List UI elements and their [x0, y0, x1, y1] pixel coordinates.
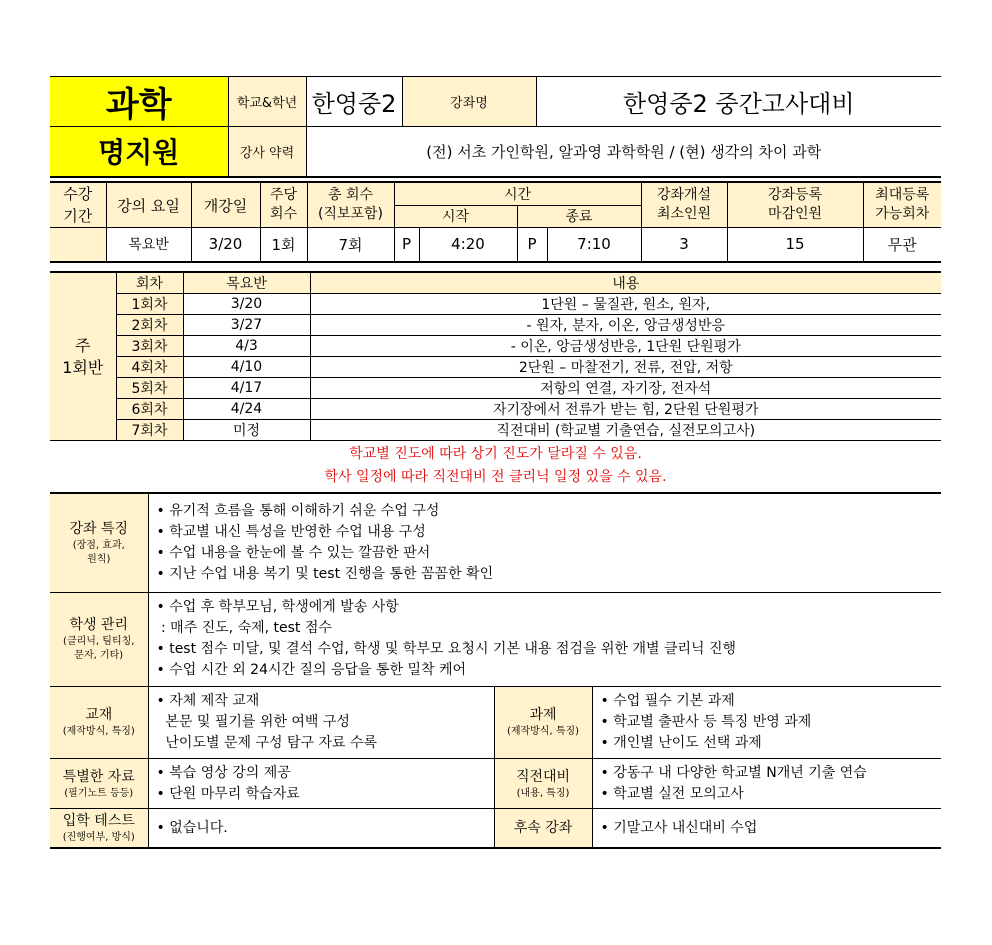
- session-header: 회차: [116, 272, 183, 294]
- day-header: 강의 요일: [106, 182, 191, 228]
- total-header: [307, 182, 394, 228]
- lecture-features-content: [148, 493, 941, 593]
- teacher-name: 명지원: [50, 127, 228, 177]
- start-date-value: 3/20: [191, 228, 260, 262]
- homework-sub: (제작방식, 특징): [506, 726, 580, 738]
- list-item: 난이도별 문제 구성 탐구 자료 수록: [156, 734, 377, 751]
- school-label: 학교&학년: [228, 77, 306, 127]
- list-item: • test 점수 미달, 및 결석 수업, 학생 및 학부모 요청시 기본 내용 점검을 위한 개별 클리닉 진행: [156, 641, 737, 658]
- special-material-label: [50, 758, 148, 808]
- list-item: • 강동구 내 다양한 학교별 N개년 기출 연습: [600, 764, 867, 781]
- date-cell: 4/3: [183, 336, 310, 357]
- period-side-label-2: 기간: [63, 207, 93, 225]
- student-management-title: 학생 관리: [69, 617, 129, 634]
- start-ampm: P: [394, 228, 419, 262]
- list-item: • 학교별 내신 특성을 반영한 수업 내용 구성: [156, 524, 426, 541]
- deadline-header-2: 마감인원: [767, 206, 823, 222]
- subject-title: 과학: [50, 77, 228, 127]
- period-side-label-1: 수강: [63, 185, 93, 203]
- weekly-header-1: 주당: [269, 187, 298, 203]
- session-cell: 1회차: [116, 294, 183, 315]
- max-header-1: 최대등록: [875, 187, 930, 203]
- course-period-table: [50, 181, 941, 263]
- list-item: • 개인별 난이도 선택 과제: [600, 734, 762, 751]
- total-header-2: (직보포함): [317, 206, 384, 222]
- list-item: : 매주 진도, 숙제, test 점수: [156, 620, 332, 637]
- list-item: • 수업 시간 외 24시간 질의 응답을 통한 밀착 케어: [156, 662, 467, 679]
- final-prep-content: [592, 758, 941, 808]
- list-item: • 복습 영상 강의 제공: [156, 764, 291, 781]
- period-side-label: [50, 182, 106, 228]
- session-cell: 3회차: [116, 336, 183, 357]
- textbook-title: 교재: [85, 707, 113, 724]
- special-material-content: [148, 758, 494, 808]
- period-side-spacer: [50, 228, 106, 262]
- total-value: 7회: [307, 228, 394, 262]
- content-cell: 직전대비 (학교별 기출연습, 실전모의고사): [310, 420, 941, 441]
- schedule-note-2: 학사 일정에 따라 직전대비 전 클리닉 일정 있을 수 있음.: [324, 469, 667, 485]
- content-cell: 자기장에서 전류가 받는 힘, 2단원 단원평가: [310, 399, 941, 420]
- special-material-title: 특별한 자료: [62, 768, 135, 785]
- max-header-2: 가능회차: [875, 206, 930, 222]
- deadline-header: [727, 182, 863, 228]
- end-ampm: P: [517, 228, 547, 262]
- final-prep-label: [494, 758, 592, 808]
- list-item: • 수업 내용을 한눈에 볼 수 있는 깔끔한 판서: [156, 545, 431, 562]
- content-cell: - 이온, 앙금생성반응, 1단원 단원평가: [310, 336, 941, 357]
- date-cell: 4/10: [183, 357, 310, 378]
- lecture-features-label: [50, 493, 148, 593]
- date-cell: 3/20: [183, 294, 310, 315]
- date-cell: 미정: [183, 420, 310, 441]
- student-management-sub-1: (클리닉, 팀티칭,: [63, 636, 135, 648]
- list-item: • 학교별 실전 모의고사: [600, 785, 744, 802]
- date-header: 목요반: [183, 272, 310, 294]
- course-value: 한영중2 중간고사대비: [536, 77, 941, 127]
- session-cell: 7회차: [116, 420, 183, 441]
- textbook-content: [148, 686, 494, 758]
- course-label: 강좌명: [402, 77, 536, 127]
- career-label: 강사 약력: [228, 127, 306, 177]
- time-end-header: 종료: [517, 205, 641, 227]
- session-cell: 5회차: [116, 378, 183, 399]
- table-row: [50, 357, 941, 378]
- followup-course-label: [494, 809, 592, 848]
- special-material-sub: (필기노트 등등): [64, 787, 134, 799]
- lecture-features-title: 강좌 특징: [69, 521, 129, 538]
- schedule-side-label-2: 1회반: [62, 357, 104, 377]
- list-item: 본문 및 필기를 위한 여백 구성: [156, 713, 350, 730]
- student-management-content: [148, 593, 941, 687]
- final-prep-title: 직전대비: [515, 768, 571, 785]
- list-item: • 없습니다.: [156, 819, 228, 836]
- content-cell: 저항의 연결, 자기장, 전자석: [310, 378, 941, 399]
- min-header: [641, 182, 727, 228]
- table-row: [50, 315, 941, 336]
- entrance-test-label: [50, 809, 148, 848]
- table-row: [50, 336, 941, 357]
- list-item: • 학교별 출판사 등 특징 반영 과제: [600, 713, 812, 730]
- course-header-table: [50, 76, 941, 178]
- schedule-side-label: [50, 272, 116, 441]
- homework-label: [494, 686, 592, 758]
- schedule-side-label-1: 주: [75, 335, 91, 355]
- max-value: 무관: [863, 228, 941, 262]
- content-cell: - 원자, 분자, 이온, 앙금생성반응: [310, 315, 941, 336]
- total-header-1: 총 회수: [327, 187, 374, 203]
- weekly-header-2: 회수: [269, 206, 298, 222]
- date-cell: 4/17: [183, 378, 310, 399]
- min-header-2: 최소인원: [656, 206, 712, 222]
- date-cell: 4/24: [183, 399, 310, 420]
- list-item: • 유기적 흐름을 통해 이해하기 쉬운 수업 구성: [156, 503, 440, 520]
- min-header-1: 강좌개설: [656, 187, 712, 203]
- followup-course-content: [592, 809, 941, 848]
- session-cell: 6회차: [116, 399, 183, 420]
- time-header: 시간: [394, 182, 641, 205]
- textbook-sub: (제작방식, 특징): [62, 726, 135, 738]
- student-management-sub-2: 문자, 기타): [74, 650, 124, 662]
- entrance-test-content: [148, 809, 494, 848]
- list-item: • 단원 마무리 학습자료: [156, 785, 300, 802]
- deadline-header-1: 강좌등록: [767, 187, 823, 203]
- content-header: 내용: [310, 272, 941, 294]
- homework-content: [592, 686, 941, 758]
- time-start-header: 시작: [394, 205, 517, 227]
- schedule-table: [50, 271, 941, 441]
- table-row: [50, 378, 941, 399]
- min-value: 3: [641, 228, 727, 262]
- homework-title: 과제: [529, 707, 557, 724]
- max-header: [863, 182, 941, 228]
- lecture-features-sub-2: 원칙): [87, 554, 111, 566]
- end-time: 7:10: [547, 228, 641, 262]
- school-value: 한영중2: [306, 77, 402, 127]
- course-features-table: [50, 492, 941, 849]
- weekly-value: 1회: [260, 228, 307, 262]
- entrance-test-title: 입학 테스트: [62, 813, 135, 830]
- list-item: • 수업 필수 기본 과제: [600, 692, 735, 709]
- content-cell: 2단원 – 마찰전기, 전류, 전압, 저항: [310, 357, 941, 378]
- day-value: 목요반: [106, 228, 191, 262]
- lecture-features-sub-1: (장점, 효과,: [72, 540, 125, 552]
- date-cell: 3/27: [183, 315, 310, 336]
- start-date-header: 개강일: [191, 182, 260, 228]
- table-row: [50, 294, 941, 315]
- career-value: (전) 서초 가인학원, 알과영 과학학원 / (현) 생각의 차이 과학: [306, 127, 941, 177]
- final-prep-sub: (내용, 특징): [516, 787, 570, 799]
- deadline-value: 15: [727, 228, 863, 262]
- textbook-label: [50, 686, 148, 758]
- student-management-label: [50, 593, 148, 687]
- schedule-note-1: 학교별 진도에 따라 상기 진도가 달라질 수 있음.: [349, 446, 642, 462]
- start-time: 4:20: [419, 228, 517, 262]
- list-item: • 수업 후 학부모님, 학생에게 발송 사항: [156, 599, 399, 616]
- list-item: • 자체 제작 교재: [156, 692, 260, 709]
- list-item: • 기말고사 내신대비 수업: [600, 819, 758, 836]
- weekly-header: [260, 182, 307, 228]
- session-cell: 4회차: [116, 357, 183, 378]
- session-cell: 2회차: [116, 315, 183, 336]
- entrance-test-sub: (진행여부, 방식): [62, 832, 135, 844]
- followup-course-title: 후속 강좌: [513, 820, 573, 837]
- list-item: • 지난 수업 내용 복기 및 test 진행을 통한 꼼꼼한 확인: [156, 566, 494, 583]
- content-cell: 1단원 – 물질관, 원소, 원자,: [310, 294, 941, 315]
- table-row: [50, 399, 941, 420]
- table-row: [50, 420, 941, 441]
